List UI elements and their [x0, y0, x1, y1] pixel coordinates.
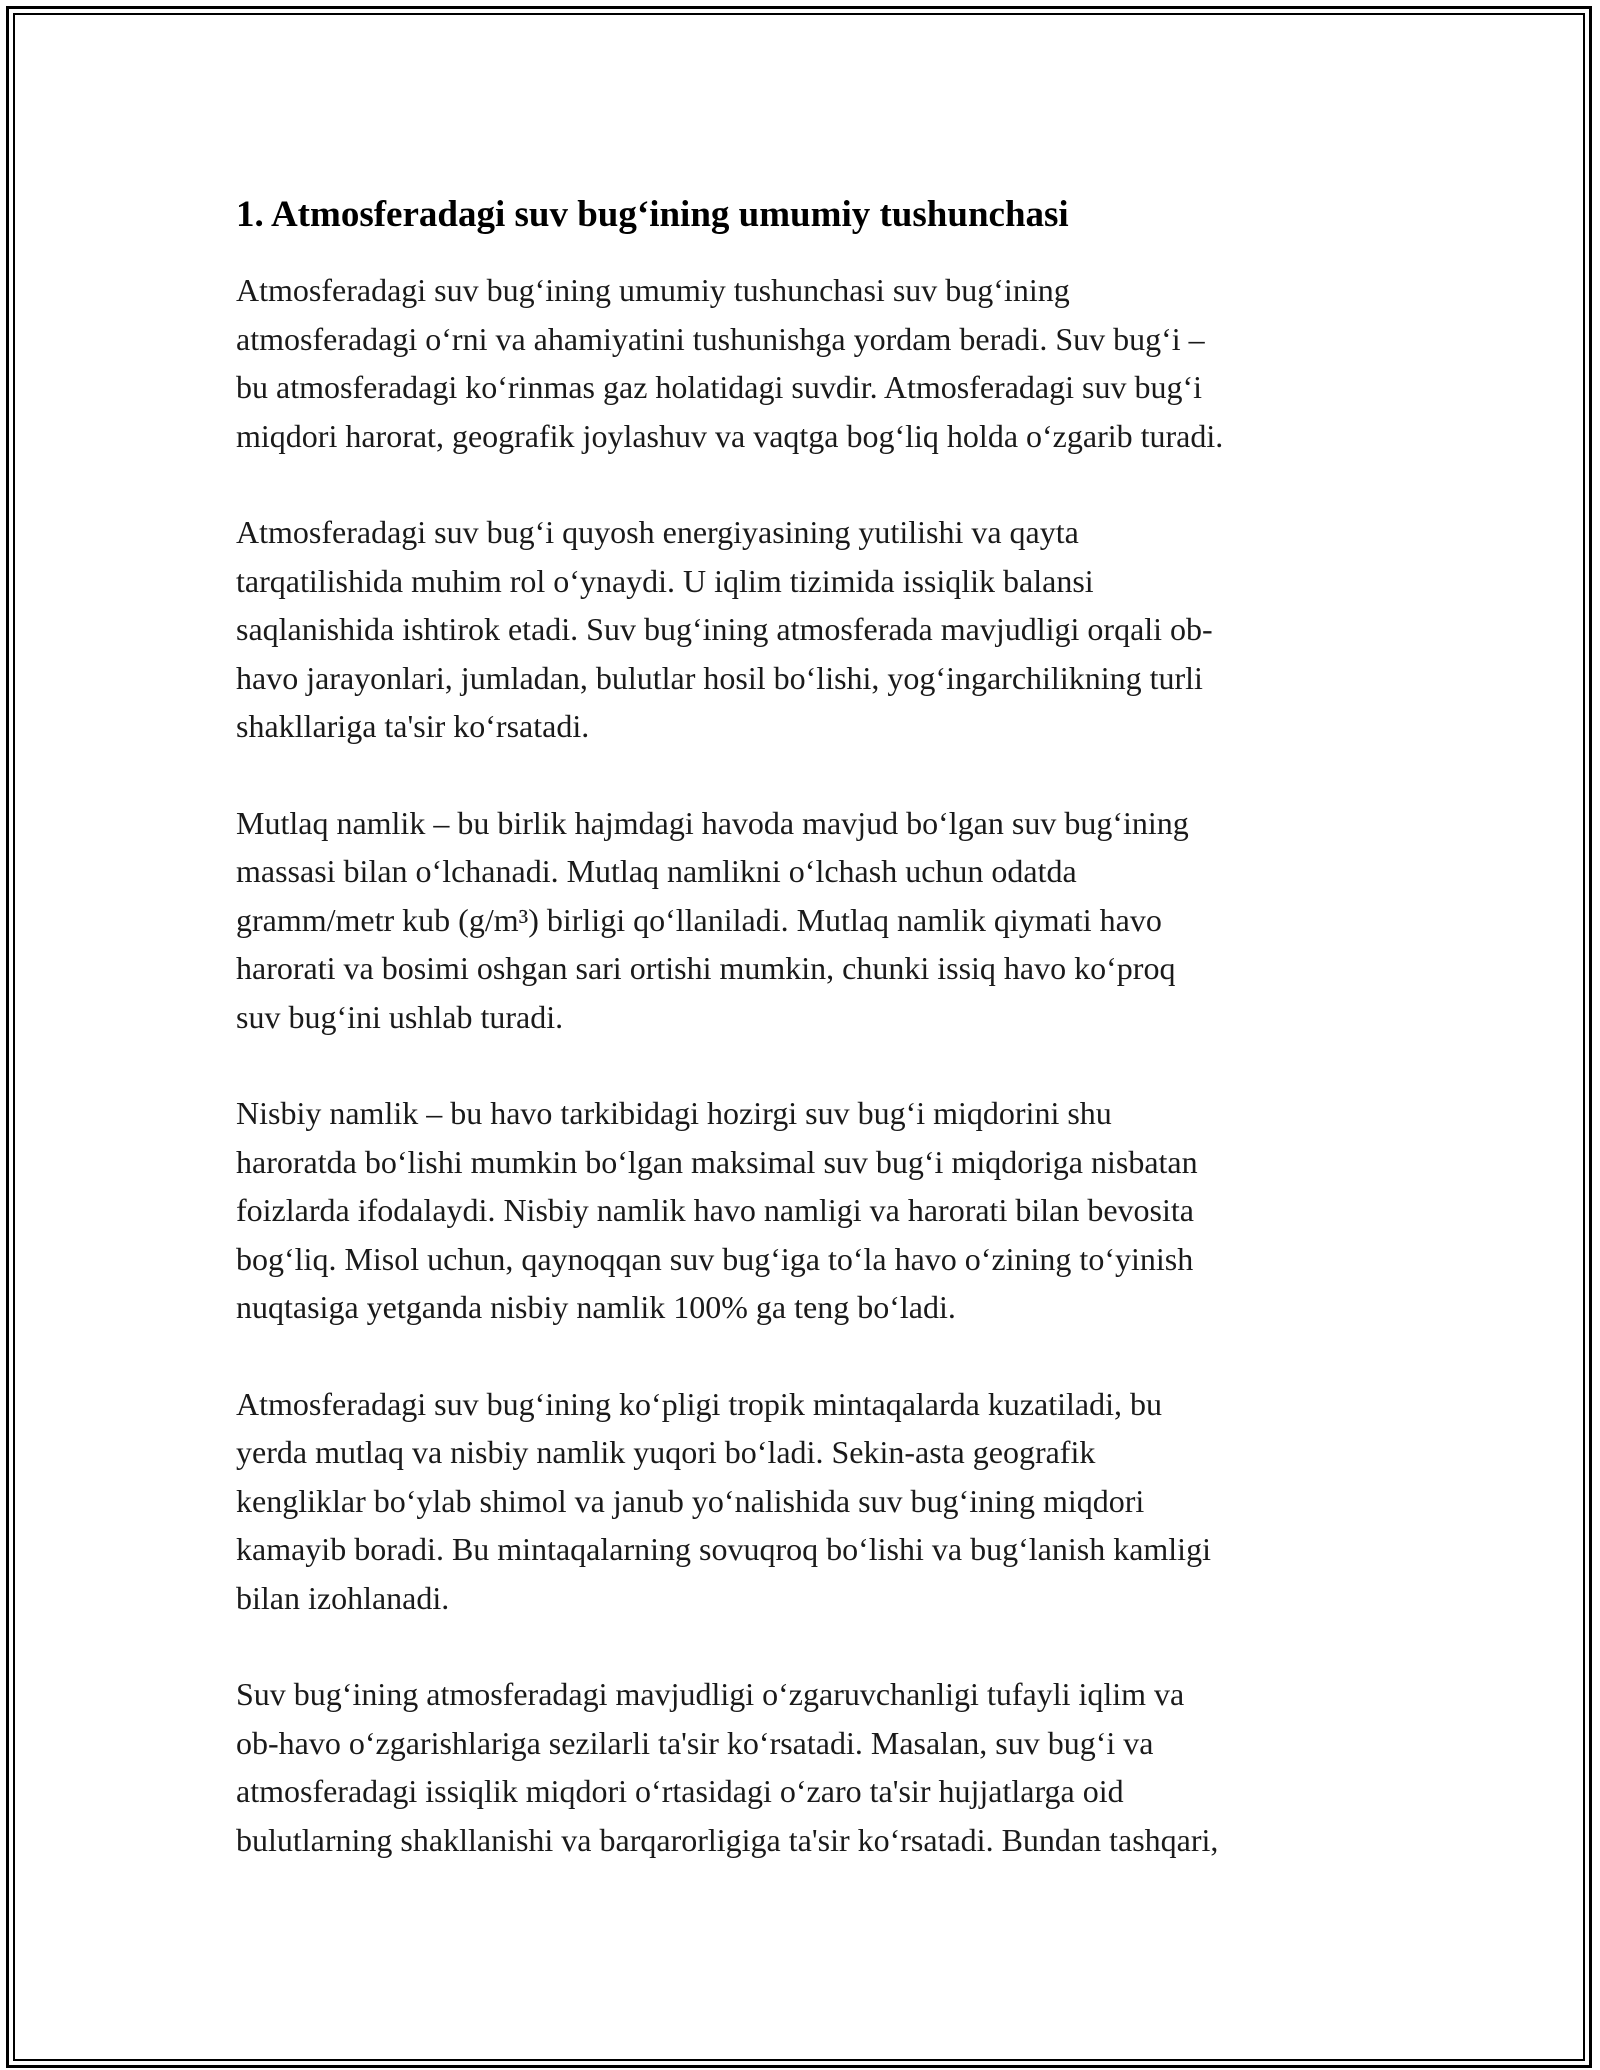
- paragraph-6: [236, 1670, 1386, 1864]
- text-line: Nisbiy namlik – bu havo tarkibidagi hozirgi suv bug‘i miqdorini shu: [236, 1095, 1112, 1131]
- text-line: bog‘liq. Misol uchun, qaynoqqan suv bug‘iga to‘la havo o‘zining to‘yinish: [236, 1240, 1194, 1277]
- text-line: bilan izohlanadi.: [236, 1579, 450, 1616]
- text-line: shakllariga ta'sir ko‘rsatadi.: [236, 708, 590, 744]
- text-line: Suv bug‘ining atmosferadagi mavjudligi o‘zgaruvchanligi tufayli iqlim va: [236, 1676, 1185, 1712]
- paragraph-1: [236, 266, 1386, 460]
- text-line: yerda mutlaq va nisbiy namlik yuqori bo‘ladi. Sekin-asta geografik: [236, 1434, 1096, 1470]
- text-line: gramm/metr kub (g/m³) birligi qo‘llaniladi. Mutlaq namlik qiymati havo: [236, 901, 1162, 938]
- text-line: kengliklar bo‘ylab shimol va janub yo‘nalishida suv bug‘ining miqdori: [236, 1482, 1145, 1519]
- text-line: Atmosferadagi suv bug‘ining ko‘pligi tropik mintaqalarda kuzatiladi, bu: [236, 1385, 1163, 1422]
- text-line: atmosferadagi issiqlik miqdori o‘rtasidagi o‘zaro ta'sir hujjatlarga oid: [236, 1773, 1124, 1809]
- text-line: suv bug‘ini ushlab turadi.: [236, 998, 564, 1035]
- text-line: atmosferadagi o‘rni va ahamiyatini tushunishga yordam beradi. Suv bug‘i –: [236, 320, 1205, 357]
- text-line: havo jarayonlari, jumladan, bulutlar hosil bo‘lishi, yog‘ingarchilikning turli: [236, 659, 1203, 696]
- text-line: miqdori harorat, geografik joylashuv va vaqtga bog‘liq holda o‘zgarib turadi.: [236, 417, 1224, 454]
- paragraph-3: [236, 799, 1386, 1042]
- text-line: Mutlaq namlik – bu birlik hajmdagi havoda mavjud bo‘lgan suv bug‘ining: [236, 804, 1189, 841]
- text-line: bulutlarning shakllanishi va barqarorligiga ta'sir ko‘rsatadi. Bundan tashqari,: [236, 1821, 1219, 1858]
- text-line: ob-havo o‘zgarishlariga sezilarli ta'sir ko‘rsatadi. Masalan, suv bug‘i va: [236, 1724, 1154, 1761]
- text-line: Atmosferadagi suv bug‘i quyosh energiyasining yutilishi va qayta: [236, 514, 1079, 550]
- text-line: bu atmosferadagi ko‘rinmas gaz holatidagi suvdir. Atmosferadagi suv bug‘i: [236, 369, 1202, 405]
- text-line: foizlarda ifodalaydi. Nisbiy namlik havo namligi va harorati bilan bevosita: [236, 1192, 1194, 1228]
- text-line: nuqtasiga yetganda nisbiy namlik 100% ga teng bo‘ladi.: [236, 1289, 956, 1325]
- text-line: haroratda bo‘lishi mumkin bo‘lgan maksimal suv bug‘i miqdoriga nisbatan: [236, 1143, 1198, 1180]
- paragraph-4: [236, 1089, 1386, 1332]
- text-line: massasi bilan o‘lchanadi. Mutlaq namlikni o‘lchash uchun odatda: [236, 853, 1077, 889]
- text-line: saqlanishida ishtirok etadi. Suv bug‘ining atmosferada mavjudligi orqali ob-: [236, 611, 1213, 647]
- document-body: [236, 188, 1386, 1912]
- text-line: tarqatilishida muhim rol o‘ynaydi. U iqlim tizimida issiqlik balansi: [236, 562, 1094, 599]
- section-heading: 1. Atmosferadagi suv bug‘ining umumiy tushunchasi: [236, 194, 1069, 235]
- text-line: Atmosferadagi suv bug‘ining umumiy tushunchasi suv bug‘ining: [236, 272, 1070, 308]
- text-line: harorati va bosimi oshgan sari ortishi mumkin, chunki issiq havo ko‘proq: [236, 950, 1176, 986]
- paragraph-2: [236, 508, 1386, 751]
- text-line: kamayib boradi. Bu mintaqalarning sovuqroq bo‘lishi va bug‘lanish kamligi: [236, 1531, 1211, 1567]
- paragraph-5: [236, 1380, 1386, 1623]
